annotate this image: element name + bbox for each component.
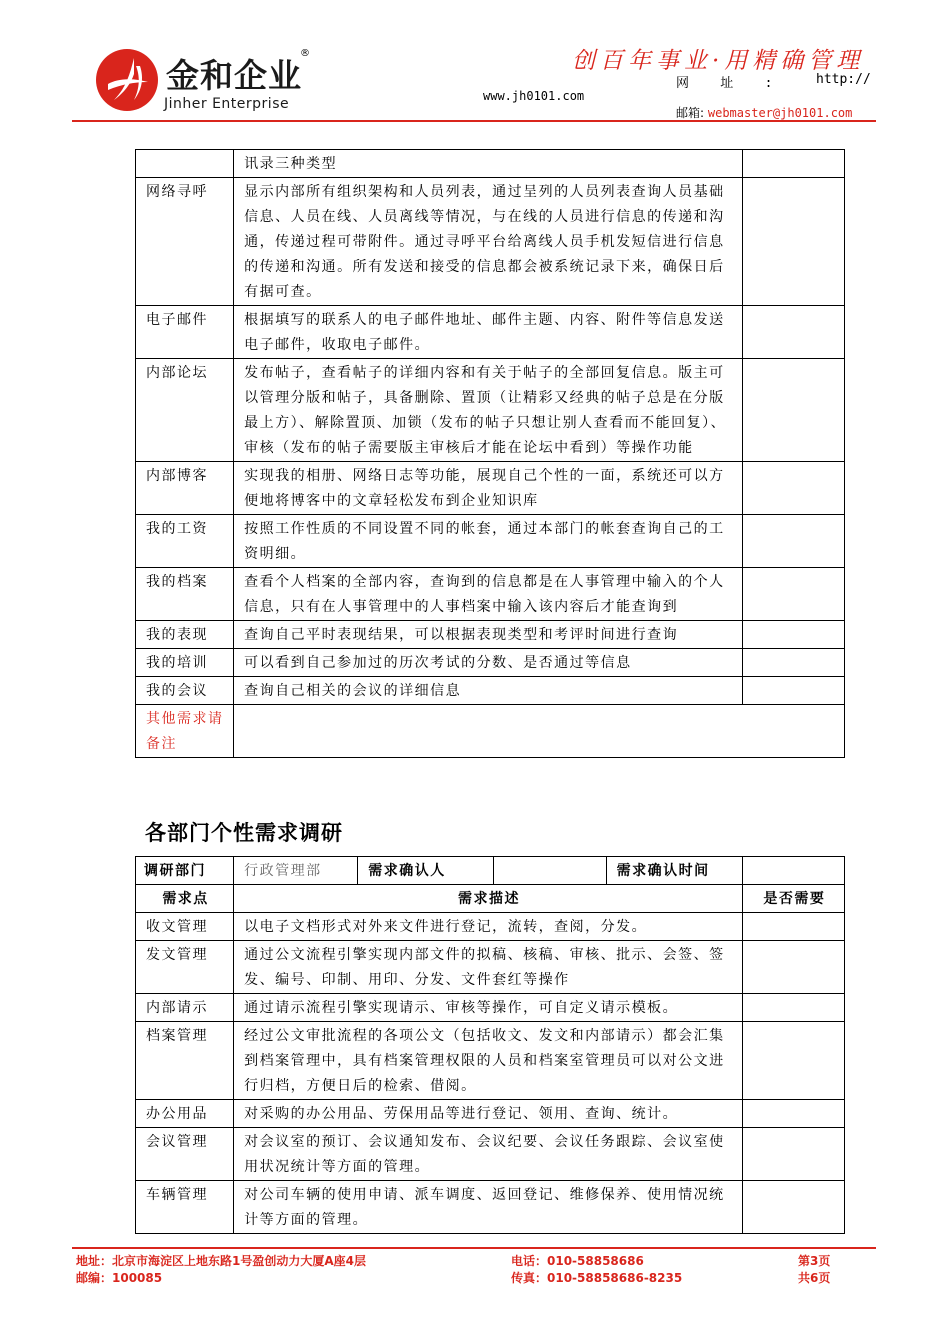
column-header-desc: 需求描述 — [234, 885, 743, 913]
column-header-row — [136, 885, 845, 913]
need-point: 内部请示 — [136, 994, 234, 1022]
table-row — [136, 1181, 845, 1234]
feature-name: 我的表现 — [136, 621, 234, 649]
registered-mark: ® — [300, 48, 310, 59]
footer-page-number: 第3页 — [798, 1254, 831, 1268]
need-desc: 通过请示流程引擎实现请示、审核等操作，可自定义请示模板。 — [234, 994, 743, 1022]
footer-divider — [72, 1247, 876, 1249]
feature-need-cell[interactable] — [742, 178, 844, 306]
need-desc: 以电子文档形式对外来文件进行登记，流转，查阅，分发。 — [234, 913, 743, 941]
need-required-cell[interactable] — [742, 1181, 844, 1234]
logo-english-name: Jinher Enterprise — [164, 96, 290, 112]
feature-name — [136, 150, 234, 178]
table-row — [136, 913, 845, 941]
feature-name: 我的档案 — [136, 568, 234, 621]
need-required-cell[interactable] — [742, 1022, 844, 1100]
table-row — [136, 178, 845, 306]
feature-need-cell[interactable] — [742, 150, 844, 178]
table-row — [136, 150, 845, 178]
feature-name: 我的培训 — [136, 649, 234, 677]
need-required-cell[interactable] — [742, 994, 844, 1022]
need-desc: 对公司车辆的使用申请、派车调度、返回登记、维修保养、使用情况统计等方面的管理。 — [234, 1181, 743, 1234]
department-info-row — [136, 857, 845, 885]
confirm-person-input[interactable] — [494, 857, 606, 885]
need-required-cell[interactable] — [742, 941, 844, 994]
table-row — [136, 359, 845, 462]
feature-need-cell[interactable] — [742, 649, 844, 677]
need-required-cell[interactable] — [742, 1128, 844, 1181]
need-desc: 通过公文流程引擎实现内部文件的拟稿、核稿、审核、批示、会签、签发、编号、印制、用印、分发、文件套红等操作 — [234, 941, 743, 994]
department-label: 调研部门 — [136, 857, 234, 885]
feature-desc: 根据填写的联系人的电子邮件地址、邮件主题、内容、附件等信息发送电子邮件，收取电子邮件。 — [234, 306, 743, 359]
slogan: 创百年事业·用精确管理 — [572, 48, 865, 74]
www-link[interactable]: www.jh0101.com — [483, 89, 585, 103]
table-row — [136, 649, 845, 677]
footer-fax: 传真：010-58858686-8235 — [511, 1271, 683, 1285]
table-row — [136, 306, 845, 359]
need-desc: 经过公文审批流程的各项公文（包括收文、发文和内部请示）都会汇集到档案管理中，具有档案管理权限的人员和档案室管理员可以对公文进行归档，方便日后的检索、借阅。 — [234, 1022, 743, 1100]
footer-address: 地址：北京市海淀区上地东路1号盈创动力大厦A座4层 — [76, 1254, 366, 1268]
feature-desc: 查询自己相关的会议的详细信息 — [234, 677, 743, 705]
feature-name: 网络寻呼 — [136, 178, 234, 306]
table-row — [136, 1128, 845, 1181]
feature-name: 电子邮件 — [136, 306, 234, 359]
need-required-cell[interactable] — [742, 1100, 844, 1128]
feature-need-cell[interactable] — [742, 621, 844, 649]
feature-desc: 按照工作性质的不同设置不同的帐套，通过本部门的帐套查询自己的工资明细。 — [234, 515, 743, 568]
logo-chinese-name: 金和企业 — [166, 56, 302, 95]
confirm-time-label: 需求确认时间 — [606, 857, 742, 885]
feature-need-cell[interactable] — [742, 515, 844, 568]
feature-desc: 讯录三种类型 — [234, 150, 743, 178]
need-point: 发文管理 — [136, 941, 234, 994]
table-row — [136, 568, 845, 621]
department-needs-table — [135, 856, 845, 1234]
email-line — [676, 104, 852, 121]
table-row — [136, 515, 845, 568]
feature-desc: 发布帖子，查看帖子的详细内容和有关于帖子的全部回复信息。版主可以管理分版和帖子，具备删除、置顶（让精彩又经典的帖子总是在分版最上方）、解除置顶、加锁（发布的帖子只想让别人查看而不能回复）、审核（发布的帖子需要版主审核后才能在论坛中看到）等操作功能 — [234, 359, 743, 462]
table-row — [136, 1100, 845, 1128]
footer-page-total: 共6页 — [798, 1271, 831, 1285]
need-point: 办公用品 — [136, 1100, 234, 1128]
table-row — [136, 941, 845, 994]
feature-table — [135, 149, 845, 758]
other-needs-label: 其他需求请备注 — [136, 705, 234, 758]
confirm-person-label: 需求确认人 — [358, 857, 494, 885]
feature-name: 我的会议 — [136, 677, 234, 705]
need-point: 会议管理 — [136, 1128, 234, 1181]
table-row — [136, 677, 845, 705]
section-title: 各部门个性需求调研 — [145, 821, 343, 845]
email-address[interactable]: webmaster@jh0101.com — [707, 106, 853, 120]
table-row — [136, 621, 845, 649]
footer-phone: 电话：010-58858686 — [511, 1254, 644, 1268]
header-divider — [72, 120, 876, 122]
need-point: 车辆管理 — [136, 1181, 234, 1234]
need-required-cell[interactable] — [742, 913, 844, 941]
need-desc: 对采购的办公用品、劳保用品等进行登记、领用、查询、统计。 — [234, 1100, 743, 1128]
department-value[interactable]: 行政管理部 — [234, 857, 358, 885]
feature-desc: 查看个人档案的全部内容，查询到的信息都是在人事管理中输入的个人信息，只有在人事管理中的人事档案中输入该内容后才能查询到 — [234, 568, 743, 621]
feature-need-cell[interactable] — [742, 462, 844, 515]
table-row — [136, 994, 845, 1022]
feature-desc: 显示内部所有组织架构和人员列表，通过呈列的人员列表查询人员基础信息、人员在线、人员离线等情况，与在线的人员进行信息的传递和沟通，传递过程可带附件。通过寻呼平台给离线人员手机发短信进行信息的传递和沟通。所有发送和接受的信息都会被系统记录下来，确保日后有据可查。 — [234, 178, 743, 306]
feature-desc: 实现我的相册、网络日志等功能，展现自己个性的一面，系统还可以方便地将博客中的文章轻松发布到企业知识库 — [234, 462, 743, 515]
need-desc: 对会议室的预订、会议通知发布、会议纪要、会议任务跟踪、会议室使用状况统计等方面的管理。 — [234, 1128, 743, 1181]
website-label: 网 址 : — [676, 76, 773, 91]
table-row — [136, 462, 845, 515]
feature-need-cell[interactable] — [742, 568, 844, 621]
need-point: 档案管理 — [136, 1022, 234, 1100]
column-header-need: 是否需要 — [742, 885, 844, 913]
footer-postcode: 邮编：100085 — [76, 1271, 163, 1285]
other-needs-row — [136, 705, 845, 758]
column-header-point: 需求点 — [136, 885, 234, 913]
confirm-time-input[interactable] — [742, 857, 844, 885]
feature-need-cell[interactable] — [742, 359, 844, 462]
feature-desc: 可以看到自己参加过的历次考试的分数、是否通过等信息 — [234, 649, 743, 677]
email-label: 邮箱: — [676, 106, 705, 120]
feature-name: 我的工资 — [136, 515, 234, 568]
feature-need-cell[interactable] — [742, 306, 844, 359]
page-header — [0, 0, 950, 125]
website-url[interactable]: http:// — [816, 72, 871, 87]
need-point: 收文管理 — [136, 913, 234, 941]
table-row — [136, 1022, 845, 1100]
feature-need-cell[interactable] — [742, 677, 844, 705]
feature-desc: 查询自己平时表现结果，可以根据表现类型和考评时间进行查询 — [234, 621, 743, 649]
jinher-logo-icon — [94, 48, 160, 112]
other-needs-input[interactable] — [234, 705, 845, 758]
feature-name: 内部论坛 — [136, 359, 234, 462]
feature-name: 内部博客 — [136, 462, 234, 515]
